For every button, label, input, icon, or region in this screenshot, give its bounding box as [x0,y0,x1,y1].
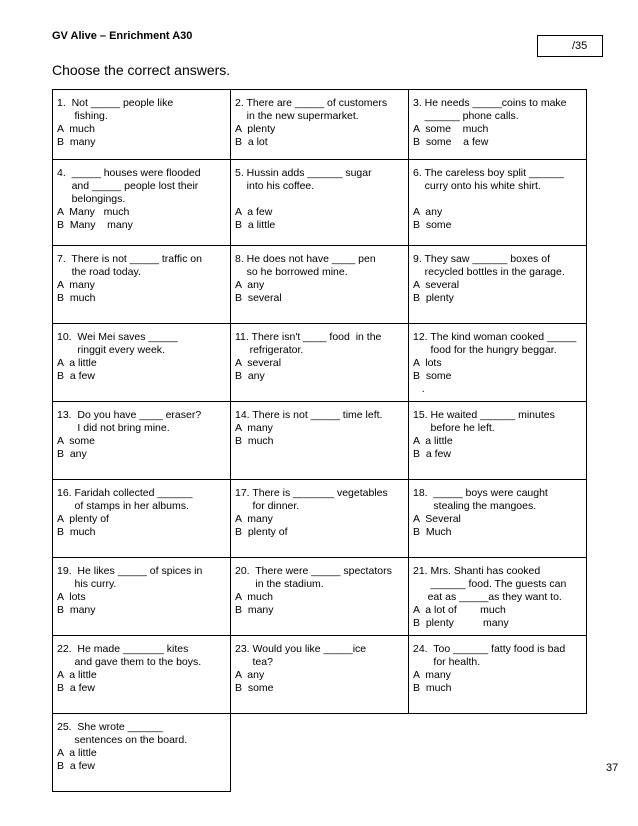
option-a: A many [235,513,273,525]
option-b: B a few [413,448,451,460]
question-text: 9. They saw ______ boxes of recycled bottles in the garage. [413,253,565,278]
question-text: 14. There is not _____ time left. [235,409,383,421]
question-cell [231,636,409,714]
table-row [53,480,587,558]
option-a: A several [235,357,282,369]
option-b: B some . [413,370,452,395]
question-text: 23. Would you like _____ice tea? [235,643,367,668]
question-cell [231,402,409,480]
option-b: B a few [57,760,95,772]
option-a: A a little [57,357,97,369]
table-row [53,246,587,324]
option-a: A plenty of [57,513,109,525]
option-a: A several [413,279,460,291]
question-grid [52,89,587,792]
question-cell [53,160,231,246]
option-a: A a little [413,435,453,447]
score-label: /35 [572,40,588,52]
question-cell [231,324,409,402]
question-cell [409,558,587,636]
question-cell [53,714,231,792]
option-b: B much [235,435,274,447]
option-b: B some a few [413,136,489,148]
question-cell [53,324,231,402]
question-text: 13. Do you have ____ eraser? I did not bring mine. [57,409,202,434]
question-cell [53,558,231,636]
table-row [53,324,587,402]
question-cell [409,160,587,246]
question-text: 25. She wrote ______ sentences on the board. [57,721,188,746]
option-b: B any [57,448,87,460]
option-a: A lots [57,591,86,603]
table-row [53,402,587,480]
option-b: B Many many [57,219,133,231]
empty-cell [409,714,587,792]
option-b: B a few [57,682,95,694]
question-text: 8. He does not have ____ pen so he borrowed mine. [235,253,376,278]
question-cell [53,246,231,324]
option-b: B a lot [235,136,268,148]
option-a: A any [235,669,265,681]
question-text: 4. _____ houses were flooded and _____ people lost their belongings. [57,167,201,205]
option-a: A a little [57,669,97,681]
option-b: B several [235,292,282,304]
option-a: A a lot of much [413,604,506,616]
question-text: 6. The careless boy split ______ curry onto his white shirt. [413,167,564,192]
option-b: B plenty of [235,526,288,538]
question-cell [53,90,231,160]
option-b: B plenty many [413,617,509,629]
question-text: 11. There isn't ____ food in the refrigerator. [235,331,382,356]
question-text: 1. Not _____ people like fishing. [57,97,174,122]
option-a: A any [235,279,265,291]
option-a: A much [235,591,273,603]
option-a: A much [57,123,95,135]
question-cell [409,402,587,480]
option-a: A Several [413,513,461,525]
option-b: B a few [57,370,95,382]
question-text: 21. Mrs. Shanti has cooked ______ food. The guests can eat as _____as they want to. [413,565,567,603]
question-cell [409,246,587,324]
question-text: 16. Faridah collected ______ of stamps in her albums. [57,487,193,512]
option-b: B Much [413,526,452,538]
option-b: B any [235,370,265,382]
question-text: 20. There were _____ spectators in the stadium. [235,565,392,590]
option-b: B much [57,526,96,538]
question-text: 24. Too ______ fatty food is bad for health. [413,643,566,668]
option-a: A lots [413,357,442,369]
option-a: A some [57,435,95,447]
question-cell [409,636,587,714]
question-text: 7. There is not _____ traffic on the road today. [57,253,202,278]
instruction: Choose the correct answers. [52,62,231,78]
question-cell [53,480,231,558]
table-row [53,636,587,714]
option-b: B much [57,292,96,304]
question-text: 10. Wei Mei saves _____ ringgit every week. [57,331,178,356]
option-b: B some [413,219,452,231]
option-a: A many [235,422,273,434]
question-text: 5. Hussin adds ______ sugar into his coffee. [235,167,372,192]
question-text: 15. He waited ______ minutes before he left. [413,409,555,434]
table-row [53,160,587,246]
option-a: A many [413,669,451,681]
question-cell [53,636,231,714]
option-a: A many [57,279,95,291]
empty-cell [231,714,409,792]
option-b: B many [57,604,96,616]
table-row [53,90,587,160]
question-cell [231,480,409,558]
page-number: 37 [606,762,619,774]
option-b: B much [413,682,452,694]
question-cell [53,402,231,480]
question-text: 22. He made _______ kites and gave them to the boys. [57,643,202,668]
question-text: 17. There is _______ vegetables for dinner. [235,487,388,512]
question-text: 19. He likes _____ of spices in his curry. [57,565,203,590]
option-b: B plenty [413,292,454,304]
option-a: A a few [235,206,273,218]
question-cell [409,90,587,160]
question-cell [231,246,409,324]
option-b: B some [235,682,274,694]
option-b: B many [57,136,96,148]
option-a: A Many much [57,206,130,218]
question-cell [231,558,409,636]
question-text: 2. There are _____ of customers in the new supermarket. [235,97,388,122]
option-b: B many [235,604,274,616]
option-a: A any [413,206,443,218]
option-a: A some much [413,123,489,135]
option-b: B a little [235,219,276,231]
question-cell [409,480,587,558]
option-a: A plenty [235,123,276,135]
table-row [53,558,587,636]
question-cell [231,160,409,246]
question-cell [409,324,587,402]
question-cell [231,90,409,160]
question-text: 3. He needs _____coins to make ______ phone calls. [413,97,567,122]
table-row [53,714,587,792]
worksheet-title: GV Alive – Enrichment A30 [52,30,193,42]
question-text: 18. _____ boys were caught stealing the mangoes. [413,487,548,512]
question-text: 12. The kind woman cooked _____ food for the hungry beggar. [413,331,577,356]
option-a: A a little [57,747,97,759]
score-box [537,35,603,57]
